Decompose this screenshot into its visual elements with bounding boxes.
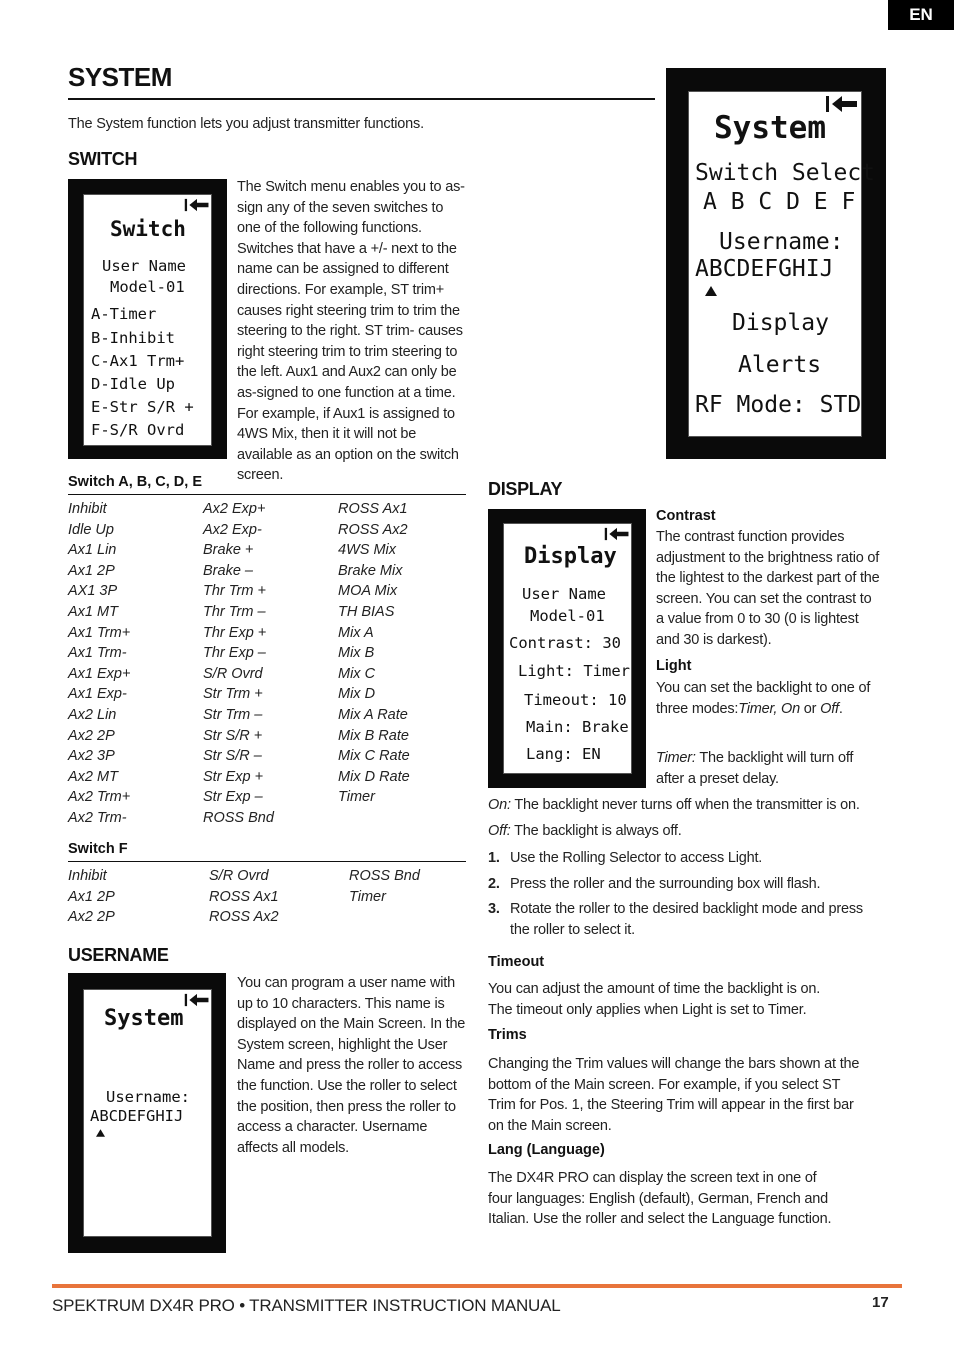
list-item: Thr Trm – — [203, 603, 266, 620]
list-item: 4WS Mix — [338, 542, 396, 559]
display-user-name: User Name — [522, 585, 606, 603]
switch-f-heading: Switch F — [68, 841, 128, 857]
display-light: Light: Timer — [518, 662, 630, 680]
switch-abcde-col2 — [203, 499, 274, 829]
list-item: S/R Ovrd — [209, 868, 269, 884]
list-item: Ax2 2P — [68, 727, 115, 744]
list-item: Ax1 Lin — [68, 542, 117, 559]
light-body-text: You can set the backlight to one of three modes: — [656, 680, 871, 717]
list-item: Brake – — [203, 562, 253, 579]
light-heading: Light — [656, 658, 692, 674]
back-arrow-icon — [604, 526, 630, 542]
list-item: Ax2 Trm- — [68, 809, 127, 826]
system-alerts-item: Alerts — [738, 352, 822, 378]
language-tab: EN — [888, 0, 954, 30]
username-heading: USERNAME — [68, 945, 169, 965]
cursor-marker-icon — [705, 286, 717, 296]
display-model: Model-01 — [530, 607, 605, 625]
list-item: Ax2 2P — [68, 909, 115, 926]
switch-f-col2 — [209, 866, 279, 928]
list-item: Mix A — [338, 624, 374, 641]
timer-desc — [656, 748, 880, 789]
on-desc — [488, 795, 888, 816]
list-item: ROSS Ax1 — [338, 501, 408, 517]
switch-line-e: E-Str S/R + — [91, 398, 194, 416]
list-item: Mix C — [338, 665, 376, 682]
list-item: Inhibit — [68, 501, 107, 517]
username-screen-value: ABCDEFGHIJ — [90, 1107, 184, 1125]
switch-line-b: B-Inhibit — [91, 329, 175, 347]
list-item: Ax1 MT — [68, 603, 118, 620]
display-screen-image — [488, 509, 646, 788]
switch-f-col3 — [349, 866, 420, 907]
light-modes: Timer, On — [738, 700, 800, 717]
list-item: Mix C Rate — [338, 748, 410, 765]
list-item: Str Trm – — [203, 706, 263, 723]
timer-label: Timer: — [656, 750, 696, 766]
list-item: ROSS Bnd — [203, 809, 274, 826]
light-steps — [488, 848, 868, 945]
list-item: Ax1 Exp- — [68, 686, 127, 703]
switch-line-a: A-Timer — [91, 305, 157, 323]
back-arrow-icon — [825, 94, 859, 114]
switch-model: Model-01 — [110, 278, 185, 296]
footer-rule — [52, 1284, 902, 1288]
switch-f-rule — [68, 861, 466, 862]
switch-abcde-col1 — [68, 499, 130, 829]
list-item: Mix B Rate — [338, 727, 409, 744]
on-label: On: — [488, 797, 511, 813]
system-intro: The System function lets you adjust transmitter functions. — [68, 116, 424, 132]
list-item: Ax1 Trm+ — [68, 624, 131, 641]
list-item: Brake + — [203, 542, 254, 559]
switch-screen-image — [68, 179, 227, 459]
list-item: ROSS Ax2 — [209, 909, 279, 926]
list-item: Mix D — [338, 686, 376, 703]
light-or: or — [799, 700, 821, 717]
list-item: Ax2 Lin — [68, 706, 117, 723]
list-item: AX1 3P — [68, 583, 118, 600]
trims-heading: Trims — [488, 1027, 527, 1043]
switch-user-name: User Name — [102, 257, 186, 275]
step-item: 2. Press the roller and the surrounding box will flash. — [488, 875, 821, 892]
page-title: SYSTEM — [68, 62, 172, 92]
list-item: Mix B — [338, 645, 375, 662]
switch-abcde-rule — [68, 494, 466, 495]
contrast-heading: Contrast — [656, 508, 716, 524]
lang-body: The DX4R PRO can display the screen text in one of four languages: English (default), German, French and Italian. Use the roller and select the Language function. — [488, 1170, 832, 1228]
list-item: Str Exp + — [203, 768, 264, 785]
switch-line-d: D-Idle Up — [91, 375, 175, 393]
switch-abcde-heading: Switch A, B, C, D, E — [68, 474, 203, 490]
display-lang: Lang: EN — [526, 745, 601, 763]
list-item: Ax1 2P — [68, 562, 115, 579]
system-switch-select: Switch Select — [695, 160, 876, 186]
list-item: Timer — [349, 888, 386, 905]
list-item: Mix A Rate — [338, 706, 408, 723]
list-item: ROSS Ax2 — [338, 521, 408, 538]
timer-text: The backlight will turn off after a preset delay. — [656, 750, 854, 787]
list-item: Idle Up — [68, 521, 114, 538]
trims-body: Changing the Trim values will change the bars shown at the bottom of the Main screen. For example, if you select ST Trim for Pos. 1, the Steering Trim will appear in the first bar on the Main screen. — [488, 1056, 860, 1134]
display-heading: DISPLAY — [488, 479, 563, 499]
username-screen-image — [68, 973, 226, 1253]
light-body — [656, 678, 880, 719]
light-end: . — [838, 700, 843, 717]
system-rf-mode: RF Mode: STD — [695, 392, 862, 418]
system-screen-image — [666, 68, 886, 459]
display-main: Main: Brake — [526, 718, 629, 736]
list-item: Ax1 Trm- — [68, 645, 127, 662]
list-item: Timer — [338, 789, 375, 806]
switch-body: The Switch menu enables you to as-sign any of the seven switches to one of the following functions. Switches that have a +/- next to the name can be assigned to different directions. For example, ST trim+ causes right steering trim to trim the steering to the right. ST trim- causes right steering trim to trim steering to the left. Aux1 and Aux2 can only be as-signed to one function at a time. For example, if Aux1 is assigned to 4WS Mix, then it it will not be available as an option on the switch screen. — [237, 179, 465, 484]
list-item: Ax2 3P — [68, 748, 115, 765]
switch-f-col1 — [68, 866, 115, 928]
list-item: ROSS Ax1 — [209, 888, 279, 905]
list-item: MOA Mix — [338, 583, 398, 600]
on-text: The backlight never turns off when the transmitter is on. — [510, 797, 860, 813]
list-item: Ax2 Exp- — [203, 521, 262, 538]
page-number: 17 — [872, 1294, 889, 1311]
contrast-body: The contrast function provides adjustment to the brightness ratio of the lightest to the darkest part of the screen. You can set the contrast to a value from 0 to 30 (0 is lightest and 30 is darkest). — [656, 529, 880, 648]
switch-abcde-col3 — [338, 499, 410, 808]
list-item: ROSS Bnd — [349, 868, 420, 884]
list-item: Ax2 Exp+ — [203, 501, 266, 517]
timeout-heading: Timeout — [488, 954, 545, 970]
lang-heading: Lang (Language) — [488, 1142, 605, 1158]
title-rule — [68, 98, 655, 100]
switch-line-c: C-Ax1 Trm+ — [91, 352, 185, 370]
display-contrast: Contrast: 30 — [509, 634, 621, 652]
system-username-label: Username: — [719, 229, 844, 255]
list-item: TH BIAS — [338, 603, 395, 620]
list-item: Brake Mix — [338, 562, 403, 579]
light-off: Off — [820, 700, 839, 717]
list-item: Thr Trm + — [203, 583, 266, 600]
cursor-marker-icon — [96, 1129, 105, 1137]
back-arrow-icon — [184, 992, 210, 1008]
timeout-body: You can adjust the amount of time the backlight is on. The timeout only applies when Light is set to Timer. — [488, 981, 821, 1018]
list-item: Ax1 2P — [68, 888, 115, 905]
username-screen-label: Username: — [106, 1088, 190, 1106]
list-item: Thr Exp – — [203, 645, 266, 662]
username-body: You can program a user name with up to 10 characters. This name is displayed on the Main Screen. In the System screen, highlight the User Name and press the roller to access the function. Use the roller to select the position, then press the roller to access a character. Username affects all models. — [237, 975, 466, 1156]
footer-text: SPEKTRUM DX4R PRO • TRANSMITTER INSTRUCTION MANUAL — [52, 1296, 561, 1315]
list-item: Ax2 MT — [68, 768, 118, 785]
list-item: Str Exp – — [203, 789, 263, 806]
list-item: Str S/R + — [203, 727, 263, 744]
list-item: Str Trm + — [203, 686, 263, 703]
step-item: 3. Rotate the roller to the desired backlight mode and press the roller to select it. — [488, 901, 863, 938]
off-desc — [488, 821, 888, 842]
switch-heading: SWITCH — [68, 149, 138, 169]
switch-line-f: F-S/R Ovrd — [91, 421, 185, 439]
list-item: Str S/R – — [203, 748, 262, 765]
system-switch-letters: A B C D E F — [703, 189, 856, 215]
system-screen-title: System — [714, 110, 826, 146]
back-arrow-icon — [184, 197, 210, 213]
off-text: The backlight is always off. — [510, 823, 682, 839]
display-screen-title: Display — [524, 544, 617, 569]
list-item: Ax1 Exp+ — [68, 665, 131, 682]
off-label: Off: — [488, 823, 511, 839]
list-item: Thr Exp + — [203, 624, 267, 641]
step-item: 1. Use the Rolling Selector to access Light. — [488, 850, 763, 866]
list-item: Inhibit — [68, 868, 107, 884]
display-timeout: Timeout: 10 — [524, 691, 627, 709]
list-item: Ax2 Trm+ — [68, 789, 131, 806]
list-item: S/R Ovrd — [203, 665, 263, 682]
username-screen-title: System — [104, 1006, 184, 1031]
switch-screen-title: Switch — [110, 217, 186, 241]
system-username-value: ABCDEFGHIJ — [695, 256, 834, 282]
system-display-item: Display — [732, 310, 829, 336]
list-item: Mix D Rate — [338, 768, 410, 785]
